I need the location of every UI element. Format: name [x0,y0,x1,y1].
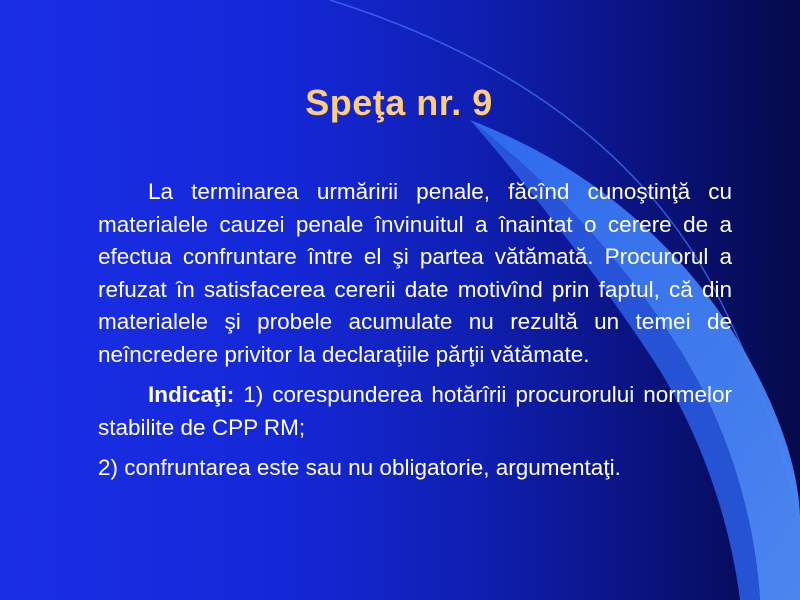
slide-title-text: Speţa nr. 9 [305,82,493,123]
case-description-paragraph: La terminarea urmăririi penale, făcînd cunoştinţă cu materialele cauzei penale învinuitul a înaintat o cerere de a efectua confruntare între el şi partea vătămată. Procurorul a refuzat în satisfacerea cererii date motivînd prin faptul, că din materialele şi probele acumulate nu rezultă un temei de neîncredere privitor la declaraţiile părţii vătămate. [98,179,732,367]
instructions-item-1: 1) corespunderea hotărîrii procurorului normelor stabilite de CPP RM; [98,382,732,440]
instructions-item-2: 2) confruntarea este sau nu obligatorie, argumentaţi. [98,455,621,480]
slide-body [98,176,732,493]
instructions-paragraph [98,379,732,444]
instructions-label: Indicaţi: [148,382,235,407]
slide-title [0,82,800,124]
